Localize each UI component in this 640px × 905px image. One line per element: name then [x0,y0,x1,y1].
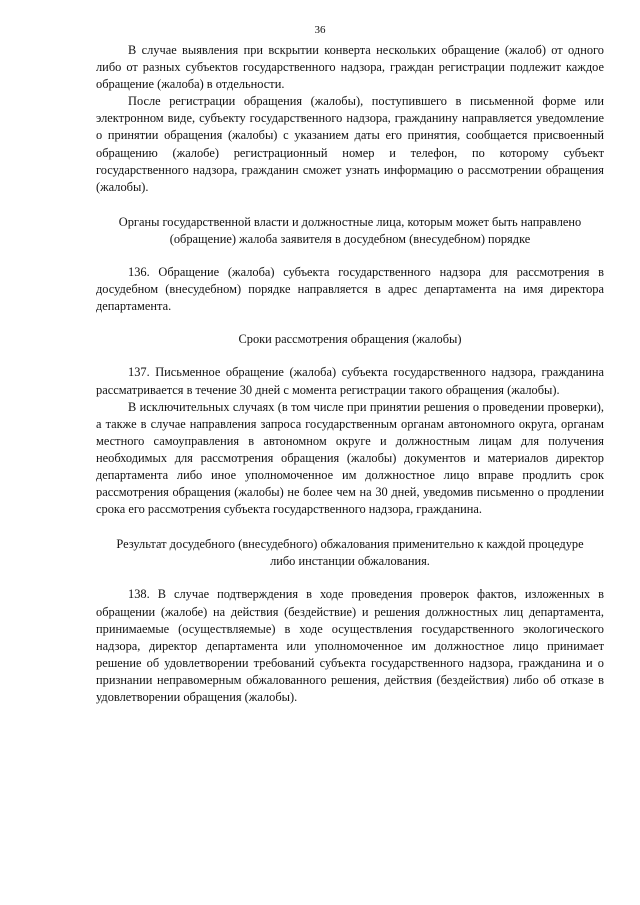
paragraph-137: 137. Письменное обращение (жалоба) субъекта государственного надзора, гражданина рассматривается в течение 30 дней с момента регистрации такого обращения (жалобы). [96,365,604,397]
paragraph-136: 136. Обращение (жалоба) субъекта государственного надзора для рассмотрения в досудебном (внесудебном) порядке направляется в адрес департамента на имя директора департамента. [96,265,604,314]
paragraph-envelope-multiple-complaints: В случае выявления при вскрытии конверта нескольких обращение (жалоб) от одного либо от разных субъектов государственного надзора, граждан регистрации подлежит каждое обращение (жалоба) в отдельности. [96,43,604,92]
section-heading-review-terms: Сроки рассмотрения обращения (жалобы) [238,332,462,347]
paragraph-registration-notice: После регистрации обращения (жалобы), поступившего в письменной форме или электронном виде, субъекту государственного надзора, гражданину направляется уведомление о принятии обращения (жалобы) с указанием даты его принятия, сообщается присвоенный обращению (жалобе) регистрационный номер и телефон, по которому субъект государственного надзора, гражданин сможет узнать информацию о рассмотрении обращения (жалобы). [96,94,604,194]
page-number: 36 [314,24,326,36]
section-heading-authorities: Органы государственной власти и должностные лица, которым может быть направлено (обращение) жалоба заявителя в досудебном (внесудебном) порядке [118,214,582,246]
section-heading-appeal-result: Результат досудебного (внесудебного) обжалования применительно к каждой процедуре либо инстанции обжалования. [116,537,584,569]
paragraph-137-extension: В исключительных случаях (в том числе при принятии решения о проведении проверки), а также в случае направления запроса государственным органам автономного округа, органам местного самоуправления в автономном округе и должностным лицам для получения необходимых для рассмотрения обращения (жалобы) документов и материалов директор департамента либо иное уполномоченное им должностное лицо вправе продлить срок рассмотрения обращения (жалобы) не более чем на 30 дней, уведомив письменно о продлении срока его рассмотрения субъекта государственного надзора, гражданина. [96,399,604,517]
document-body [96,42,604,706]
paragraph-138: 138. В случае подтверждения в ходе проведения проверок фактов, изложенных в обращении (жалобе) на действия (бездействие) и решения должностных лиц департамента, принимаемые (осуществляемые) в ходе осуществления государственного экологического надзора, директор департамента или уполномоченное им должностное лицо принимает решение об удовлетворении требований субъекта государственного надзора, гражданина и о признании неправомерным обжалованного решения, действия (бездействия) либо об отказе в удовлетворении обращения (жалобы). [96,587,604,704]
